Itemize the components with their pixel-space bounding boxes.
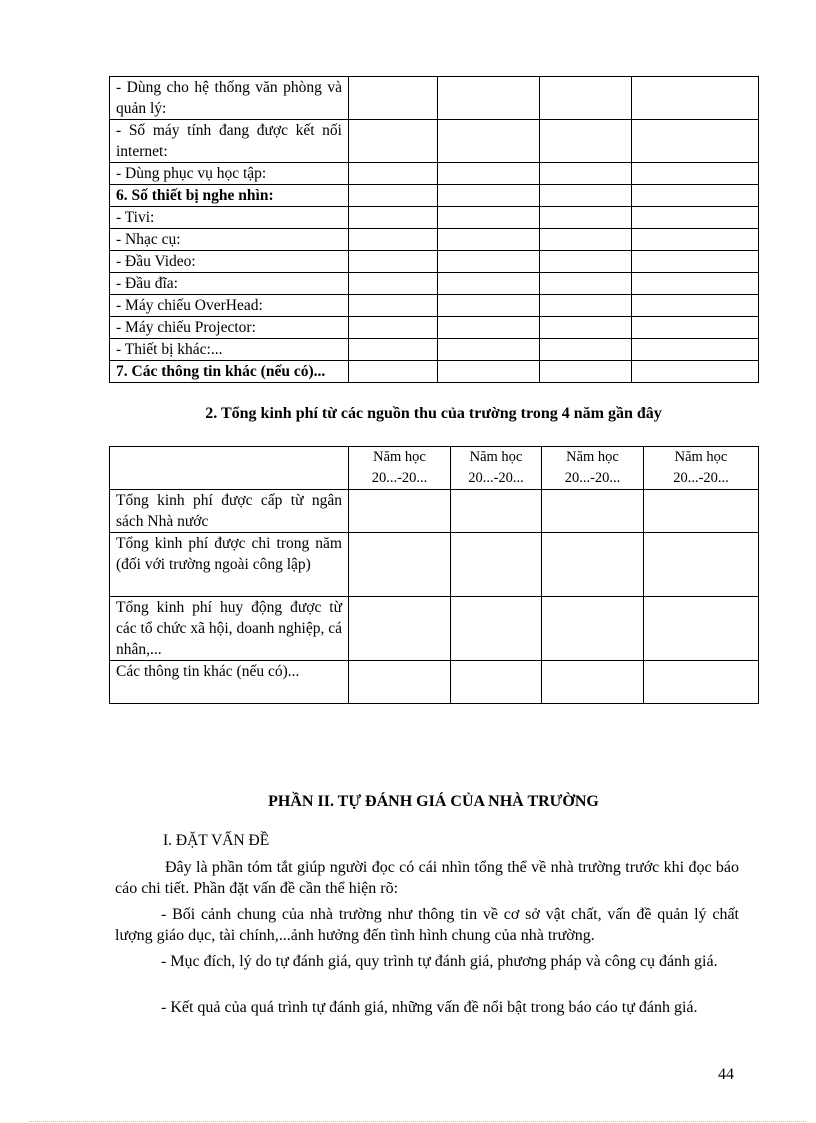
table-cell (349, 207, 438, 229)
row-label: - Dùng cho hệ thống văn phòng và quản lý: (110, 77, 349, 120)
page-number: 44 (718, 1066, 734, 1083)
table-cell (349, 229, 438, 251)
table-cell (438, 339, 540, 361)
table-cell (349, 185, 438, 207)
year-header (451, 447, 542, 490)
row-label: - Nhạc cụ: (110, 229, 349, 251)
table-cell (632, 361, 759, 383)
table-cell (540, 295, 632, 317)
table-row (110, 361, 759, 383)
year-header (644, 447, 759, 490)
table-cell (349, 251, 438, 273)
table-cell (349, 295, 438, 317)
row-label: - Dùng phục vụ học tập: (110, 163, 349, 185)
table-row (110, 597, 759, 661)
table-cell (540, 185, 632, 207)
table-row (110, 490, 759, 533)
year-header-range: 20...-20... (468, 470, 524, 486)
row-label: - Thiết bị khác:... (110, 339, 349, 361)
year-header-label: Năm học (674, 449, 728, 465)
table-cell (632, 77, 759, 120)
table-cell (438, 207, 540, 229)
table-row (110, 120, 759, 163)
table-cell (349, 317, 438, 339)
row-label: - Đầu Video: (110, 251, 349, 273)
table-cell (438, 120, 540, 163)
table-cell (438, 317, 540, 339)
row-label: Tổng kinh phí huy động được từ các tổ chức xã hội, doanh nghiệp, cá nhân,... (110, 597, 349, 661)
table-cell (632, 120, 759, 163)
table-cell (540, 77, 632, 120)
table-cell (349, 661, 451, 704)
table-row (110, 229, 759, 251)
table-row (110, 317, 759, 339)
table-cell (632, 207, 759, 229)
table-cell (349, 339, 438, 361)
intro-paragraph: Đây là phần tóm tắt giúp người đọc có cái nhìn tổng thể về nhà trường trước khi đọc báo cáo chi tiết. Phần đặt vấn đề cần thể hiện rõ: (115, 859, 739, 897)
table-cell (349, 490, 451, 533)
table-row (110, 207, 759, 229)
table-cell (451, 490, 542, 533)
table-cell (632, 251, 759, 273)
table-cell (349, 163, 438, 185)
year-header-range: 20...-20... (371, 470, 428, 486)
table2-caption: 2. Tổng kinh phí từ các nguồn thu của trường trong 4 năm gần đây (205, 405, 662, 422)
table-row (110, 273, 759, 295)
row-label: - Máy chiếu Projector: (110, 317, 349, 339)
table-cell (540, 339, 632, 361)
header-row (110, 447, 759, 490)
table-cell (540, 361, 632, 383)
table-cell (540, 207, 632, 229)
row-label: - Máy chiếu OverHead: (110, 295, 349, 317)
part-title: PHẦN II. TỰ ĐÁNH GIÁ CỦA NHÀ TRƯỜNG (268, 793, 599, 810)
bullet-context: - Bối cảnh chung của nhà trường như thông tin về cơ sở vật chất, vấn đề quản lý chất lượng giáo dục, tài chính,...ảnh hưởng đến tình hình chung của nhà trường. (115, 906, 739, 944)
table-cell (349, 361, 438, 383)
year-header (542, 447, 644, 490)
table-cell (349, 273, 438, 295)
table-cell (542, 661, 644, 704)
row-label: Tổng kinh phí được cấp từ ngân sách Nhà nước (110, 490, 349, 533)
table-cell (540, 163, 632, 185)
table-cell (349, 597, 451, 661)
bullet-purpose: - Mục đích, lý do tự đánh giá, quy trình tự đánh giá, phương pháp và công cụ đánh giá. (161, 953, 718, 970)
table-row (110, 77, 759, 120)
table-row (110, 533, 759, 597)
table-row (110, 295, 759, 317)
table-cell (540, 229, 632, 251)
year-header-label: Năm học (373, 449, 426, 465)
row-label: 7. Các thông tin khác (nếu có)... (110, 361, 349, 383)
table-cell (540, 317, 632, 339)
table-cell (644, 533, 759, 597)
row-label: Tổng kinh phí được chi trong năm (đối với trường ngoài công lập) (110, 533, 349, 597)
table-cell (632, 229, 759, 251)
row-label: - Tivi: (110, 207, 349, 229)
table-cell (542, 597, 644, 661)
year-header (349, 447, 451, 490)
table-cell (438, 229, 540, 251)
table-row (110, 661, 759, 704)
table-cell (349, 120, 438, 163)
table-cell (438, 163, 540, 185)
table-cell (349, 533, 451, 597)
table-cell (542, 490, 644, 533)
page-bottom-divider (30, 1121, 806, 1122)
table-cell (451, 597, 542, 661)
table-cell (438, 273, 540, 295)
year-header-range: 20...-20... (673, 470, 729, 486)
row-label: 6. Số thiết bị nghe nhìn: (110, 185, 349, 207)
header-blank-cell (110, 447, 349, 490)
table-cell (451, 533, 542, 597)
table-cell (632, 163, 759, 185)
table-row (110, 251, 759, 273)
table-cell (451, 661, 542, 704)
bullet-results: - Kết quả của quá trình tự đánh giá, những vấn đề nổi bật trong báo cáo tự đánh giá. (161, 999, 698, 1016)
table-cell (632, 317, 759, 339)
table-row (110, 339, 759, 361)
table-cell (632, 185, 759, 207)
table-cell (644, 597, 759, 661)
table-cell (540, 273, 632, 295)
table-row (110, 185, 759, 207)
table-cell (542, 533, 644, 597)
year-header-label: Năm học (469, 449, 523, 465)
table-cell (438, 361, 540, 383)
table-cell (632, 295, 759, 317)
table-cell (540, 120, 632, 163)
table-cell (644, 490, 759, 533)
equipment-table (109, 76, 759, 383)
table-cell (632, 273, 759, 295)
table-cell (540, 251, 632, 273)
table-cell (438, 295, 540, 317)
table-cell (644, 661, 759, 704)
year-header-range: 20...-20... (564, 470, 621, 486)
section-title: I. ĐẶT VẤN ĐỀ (163, 832, 270, 849)
table-cell (349, 77, 438, 120)
row-label: - Số máy tính đang được kết nối internet: (110, 120, 349, 163)
table-cell (438, 185, 540, 207)
row-label: - Đầu đĩa: (110, 273, 349, 295)
table-row (110, 163, 759, 185)
year-header-label: Năm học (566, 449, 619, 465)
table-cell (438, 77, 540, 120)
budget-table (109, 446, 759, 704)
row-label: Các thông tin khác (nếu có)... (110, 661, 349, 704)
table-cell (632, 339, 759, 361)
table-cell (438, 251, 540, 273)
